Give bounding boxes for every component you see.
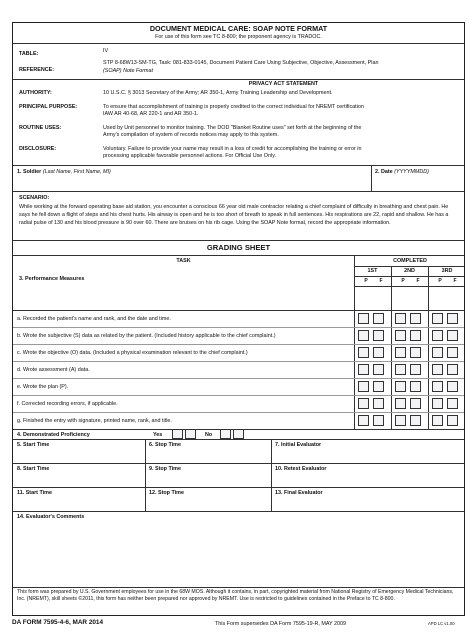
soldier-field-label[interactable]: 1. Soldier (Last Name, First Name, MI)	[17, 169, 111, 175]
scenario-heading: SCENARIO:	[19, 195, 50, 201]
pass-checkbox[interactable]	[358, 347, 369, 358]
pass-checkbox[interactable]	[358, 313, 369, 324]
fail-checkbox[interactable]	[373, 398, 384, 409]
reference-value-cont: (SOAP) Note Format	[103, 68, 154, 74]
fail-checkbox[interactable]	[373, 313, 384, 324]
fail-checkbox[interactable]	[410, 415, 421, 426]
form-title: DOCUMENT MEDICAL CARE: SOAP NOTE FORMAT	[149, 24, 328, 33]
soap-note-form	[12, 22, 465, 616]
evaluator-comments-field[interactable]	[13, 521, 464, 587]
task-header: TASK	[176, 258, 191, 264]
performance-measure-row: e. Wrote the plan (P).	[17, 384, 69, 390]
pass-checkbox[interactable]	[395, 415, 406, 426]
form-subtitle: For use of this form see TC 8-800; the proponent agency is TRADOC.	[155, 34, 322, 40]
fail-checkbox[interactable]	[410, 398, 421, 409]
pass-checkbox[interactable]	[395, 364, 406, 375]
pass-checkbox[interactable]	[358, 398, 369, 409]
disclosure-value-cont: processing applicable favorable personnel actions. For Official Use Only.	[103, 153, 276, 159]
scenario-text: While working at the forward operating base aid station, you encounter a conscious 66 year old male contractor relating a chief complaint of difficulty in breathing and chest pain. He says he fell down a flight of steps and his chest hurts. His airway is open and he is too short of breath to speak in full sentences. His respirations are 22, rapid and shallow. He has a radial pulse of 130 and his blood pressure is 90 over 60. There are bruises on his rib cage. Using the SOAP Note format, record the appropriate information.	[19, 204, 449, 227]
reference-value: STP 8-68W13-SM-TG, Task: 081-833-0145, Document Patient Care Using Subjective, Objective, Assessment, Plan	[103, 60, 379, 66]
pass-checkbox[interactable]	[432, 347, 443, 358]
start-time-1[interactable]: 5. Start Time	[17, 442, 50, 448]
authority-label: AUTHORITY:	[19, 90, 52, 96]
pass-checkbox[interactable]	[395, 313, 406, 324]
proficiency-yes-checkbox-2[interactable]	[185, 429, 196, 439]
stop-time-2[interactable]: 9. Stop Time	[149, 466, 181, 472]
proficiency-no-checkbox[interactable]	[220, 429, 231, 439]
fail-checkbox[interactable]	[410, 313, 421, 324]
table-value: IV	[103, 48, 109, 54]
pf-label-f: F	[379, 278, 383, 284]
fail-checkbox[interactable]	[410, 330, 421, 341]
performance-measures-label: 3. Performance Measures	[19, 276, 85, 282]
fail-checkbox[interactable]	[410, 381, 421, 392]
fail-checkbox[interactable]	[373, 415, 384, 426]
pass-checkbox[interactable]	[432, 398, 443, 409]
fail-checkbox[interactable]	[447, 398, 458, 409]
disclosure-label: DISCLOSURE:	[19, 146, 57, 152]
fail-checkbox[interactable]	[373, 347, 384, 358]
fail-checkbox[interactable]	[447, 364, 458, 375]
pf-label-p: P	[364, 278, 368, 284]
pass-checkbox[interactable]	[395, 381, 406, 392]
pass-checkbox[interactable]	[358, 415, 369, 426]
footer-note: This form was prepared by U.S. Government employees for use in the 68W MOS. Although it contains, in part, copyrighted material from National Registry of Emergency Medical Technicians, Inc. (NREMT), skill sheets ©2011, this form has neither been prepared nor approved by NREMT. Use is restricted to guidelines contained in the Preface to TC 8-800.	[17, 589, 454, 602]
initial-evaluator[interactable]: 7. Initial Evaluator	[275, 442, 322, 448]
pass-checkbox[interactable]	[432, 313, 443, 324]
table-label: TABLE:	[19, 51, 39, 57]
evaluator-comments-label: 14. Evaluator's Comments	[17, 514, 85, 520]
pass-checkbox[interactable]	[358, 364, 369, 375]
fail-checkbox[interactable]	[373, 364, 384, 375]
routine-uses-value-cont: Army's compilation of system of records notices may apply to this system.	[103, 132, 279, 138]
completed-header: COMPLETED	[393, 258, 427, 264]
privacy-heading: PRIVACY ACT STATEMENT	[248, 81, 319, 87]
pass-checkbox[interactable]	[395, 347, 406, 358]
start-time-2[interactable]: 8. Start Time	[17, 466, 50, 472]
fail-checkbox[interactable]	[447, 313, 458, 324]
routine-uses-label: ROUTINE USES:	[19, 125, 62, 131]
supersedes-note: This Form supersedes DA Form 7595-19-R, MAY 2009	[215, 621, 347, 627]
date-field-label[interactable]: 2. Date (YYYYMMDD)	[375, 169, 429, 175]
pass-checkbox[interactable]	[432, 330, 443, 341]
pass-checkbox[interactable]	[432, 415, 443, 426]
purpose-value-cont: IAW AR 40-68, AR 220-1 and AR 350-1.	[103, 111, 199, 117]
authority-value: 10 U.S.C. § 3013 Secretary of the Army; AR 350-1, Army Training Leadership and Development.	[103, 90, 333, 96]
attempt-1st: 1ST	[367, 268, 378, 274]
fail-checkbox[interactable]	[447, 347, 458, 358]
reference-label: REFERENCE:	[19, 67, 55, 73]
pass-checkbox[interactable]	[432, 381, 443, 392]
pass-checkbox[interactable]	[358, 330, 369, 341]
fail-checkbox[interactable]	[373, 381, 384, 392]
proficiency-label: 4. Demonstrated Proficiency	[17, 432, 90, 438]
pass-checkbox[interactable]	[358, 381, 369, 392]
retest-evaluator[interactable]: 10. Retest Evaluator	[275, 466, 327, 472]
proficiency-yes-checkbox[interactable]	[172, 429, 183, 439]
purpose-value: To ensure that accomplishment of training is properly credited to the correct individual for NREMT certification	[103, 104, 364, 110]
proficiency-no-label: No	[205, 432, 213, 438]
stop-time-1[interactable]: 6. Stop Time	[149, 442, 181, 448]
fail-checkbox[interactable]	[447, 330, 458, 341]
pf-label-f: F	[453, 278, 457, 284]
pass-checkbox[interactable]	[432, 364, 443, 375]
start-time-3[interactable]: 11. Start Time	[17, 490, 52, 496]
fail-checkbox[interactable]	[373, 330, 384, 341]
pf-label-p: P	[401, 278, 405, 284]
pf-label-p: P	[438, 278, 442, 284]
performance-measure-row: d. Wrote assessment (A) data.	[17, 367, 90, 373]
fail-checkbox[interactable]	[410, 347, 421, 358]
performance-measure-row: b. Wrote the subjective (S) data as related by the patient. (Included history applicable to the chief complaint.)	[17, 333, 276, 339]
performance-measure-row: g. Finished the entry with signature, printed name, rank, and title.	[17, 418, 172, 424]
pf-label-f: F	[416, 278, 420, 284]
final-evaluator[interactable]: 13. Final Evaluator	[275, 490, 323, 496]
pass-checkbox[interactable]	[395, 398, 406, 409]
performance-measure-row: c. Wrote the objective (O) data. (Included a physical examination relevant to the chief complaint.)	[17, 350, 248, 356]
stop-time-3[interactable]: 12. Stop Time	[149, 490, 184, 496]
grading-sheet-title: GRADING SHEET	[206, 243, 271, 252]
attempt-2nd: 2ND	[404, 268, 415, 274]
version-label: APD LC v1.00	[428, 621, 455, 626]
fail-checkbox[interactable]	[447, 415, 458, 426]
disclosure-value: Voluntary. Failure to provide your name may result in a loss of credit for accomplishing the training or error in	[103, 146, 362, 152]
proficiency-yes-label: Yes	[153, 432, 163, 438]
purpose-label: PRINCIPAL PURPOSE:	[19, 104, 78, 110]
proficiency-no-checkbox-2[interactable]	[233, 429, 244, 439]
performance-measure-row: a. Recorded the patient's name and rank, and the date and time.	[17, 316, 171, 322]
form-id: DA FORM 7595-4-6, MAR 2014	[12, 619, 104, 626]
pass-checkbox[interactable]	[395, 330, 406, 341]
attempt-3rd: 3RD	[441, 268, 453, 274]
routine-uses-value: Used by Unit personnel to monitor training. The DOD "Blanket Routine uses" set forth at the beginning of the	[103, 125, 362, 131]
fail-checkbox[interactable]	[447, 381, 458, 392]
performance-measure-row: f. Corrected recording errors, if applicable.	[17, 401, 118, 407]
fail-checkbox[interactable]	[410, 364, 421, 375]
